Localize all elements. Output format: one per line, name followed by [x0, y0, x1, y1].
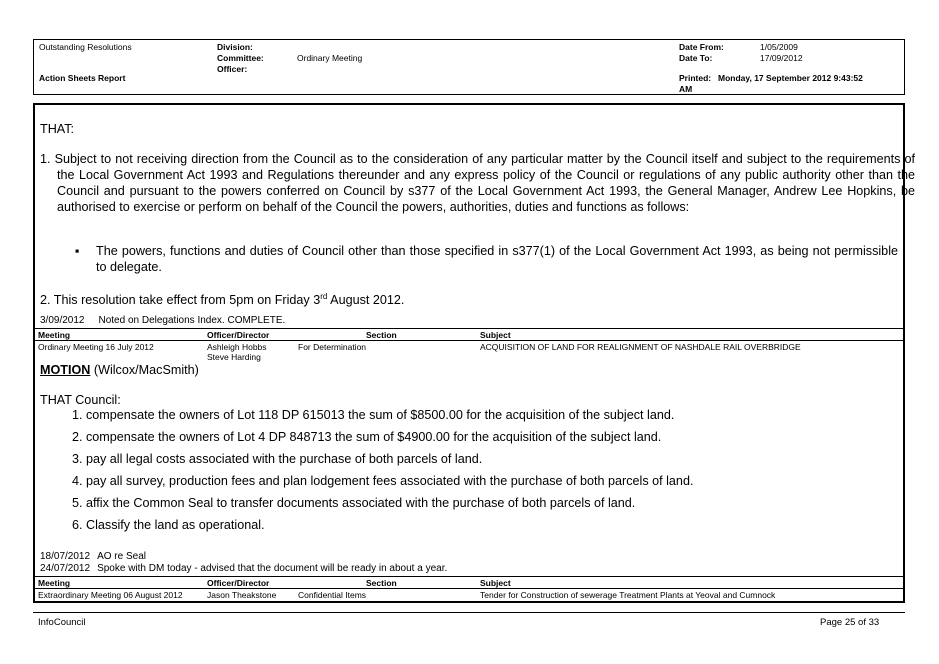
item1-that: THAT:: [40, 122, 75, 136]
divider: [35, 588, 903, 589]
printed-ampm: AM: [679, 84, 693, 94]
col-meeting-header: Meeting: [38, 578, 71, 588]
report-type: Action Sheets Report: [39, 73, 126, 83]
col-officer-header: Officer/Director: [207, 578, 270, 588]
item3-meeting: Extraordinary Meeting 06 August 2012: [38, 590, 183, 600]
divider: [35, 340, 903, 341]
item1-paragraph-2: 2. This resolution take effect from 5pm on Friday 3rd August 2012.: [40, 292, 405, 308]
col-section-header: Section: [366, 330, 397, 340]
printed-value: Monday, 17 September 2012 9:43:52: [718, 73, 863, 83]
item1-note: 3/09/2012 Noted on Delegations Index. COMPLETE.: [40, 315, 286, 326]
list-item: 3. pay all legal costs associated with the purchase of both parcels of land.: [72, 452, 483, 466]
page-number: Page 25 of 33: [820, 617, 880, 628]
col-section-header: Section: [366, 578, 397, 588]
date-to-value: 17/09/2012: [760, 53, 803, 63]
committee-value: Ordinary Meeting: [297, 53, 363, 63]
footer-divider: [33, 612, 905, 613]
col-meeting-header: Meeting: [38, 330, 71, 340]
item2-meeting: Ordinary Meeting 16 July 2012: [38, 342, 154, 352]
report-header: [33, 39, 905, 95]
list-item: 5. affix the Common Seal to transfer documents associated with the purchase of both parcels of land.: [72, 496, 636, 510]
item3-section: Confidential Items: [298, 590, 367, 600]
item2-subject: ACQUISITION OF LAND FOR REALIGNMENT OF NASHDALE RAIL OVERBRIDGE: [480, 342, 801, 352]
report-name: Outstanding Resolutions: [39, 42, 132, 52]
item3-officer: Jason Theakstone: [207, 590, 277, 600]
item2-officer-2: Steve Harding: [207, 352, 261, 362]
item2-note: 24/07/2012 Spoke with DM today - advised that the document will be ready in about a year.: [40, 563, 448, 574]
item2-that: THAT Council:: [40, 393, 121, 407]
officer-label: Officer:: [217, 64, 248, 74]
item2-officer-1: Ashleigh Hobbs: [207, 342, 267, 352]
date-to-label: Date To:: [679, 53, 713, 63]
date-from-label: Date From:: [679, 42, 724, 52]
col-subject-header: Subject: [480, 578, 511, 588]
list-item: 6. Classify the land as operational.: [72, 518, 265, 532]
col-officer-header: Officer/Director: [207, 330, 270, 340]
item3-subject: Tender for Construction of sewerage Treatment Plants at Yeoval and Cumnock: [480, 590, 776, 600]
item1-bullet: The powers, functions and duties of Council other than those specified in s377(1) of the Local Government Act 1993, as being not permissible to delegate.: [96, 244, 898, 274]
date-from-value: 1/05/2009: [760, 42, 798, 52]
list-item: 1. compensate the owners of Lot 118 DP 615013 the sum of $8500.00 for the acquisition of the subject land.: [72, 408, 675, 422]
committee-label: Committee:: [217, 53, 264, 63]
item2-section: For Determination: [298, 342, 367, 352]
col-subject-header: Subject: [480, 330, 511, 340]
footer-brand: InfoCouncil: [38, 617, 86, 628]
item2-note: 18/07/2012 AO re Seal: [40, 551, 146, 562]
list-item: 4. pay all survey, production fees and plan lodgement fees associated with the purchase of both parcels of land.: [72, 474, 694, 488]
divider: [35, 576, 903, 577]
item1-paragraph-1: 1. Subject to not receiving direction from the Council as to the consideration of any particular matter by the Council itself and subject to the requirements of the Local Government Act 1993 and Regulations thereunder and any express policy of the Council or regulations of any public authority other than the Council and pursuant to the powers conferred on Council by s377 of the Local Government Act 1993, the General Manager, Andrew Lee Hopkins, be authorised to exercise or perform on behalf of the Council the powers, authorities, duties and functions as follows:: [40, 152, 915, 214]
division-label: Division:: [217, 42, 253, 52]
list-item: 2. compensate the owners of Lot 4 DP 848713 the sum of $4900.00 for the acquisition of the subject land.: [72, 430, 662, 444]
printed-label: Printed:: [679, 73, 712, 83]
item2-motion: MOTION (Wilcox/MacSmith): [40, 363, 199, 377]
bullet-icon: ▪: [75, 244, 80, 258]
divider: [35, 328, 903, 329]
